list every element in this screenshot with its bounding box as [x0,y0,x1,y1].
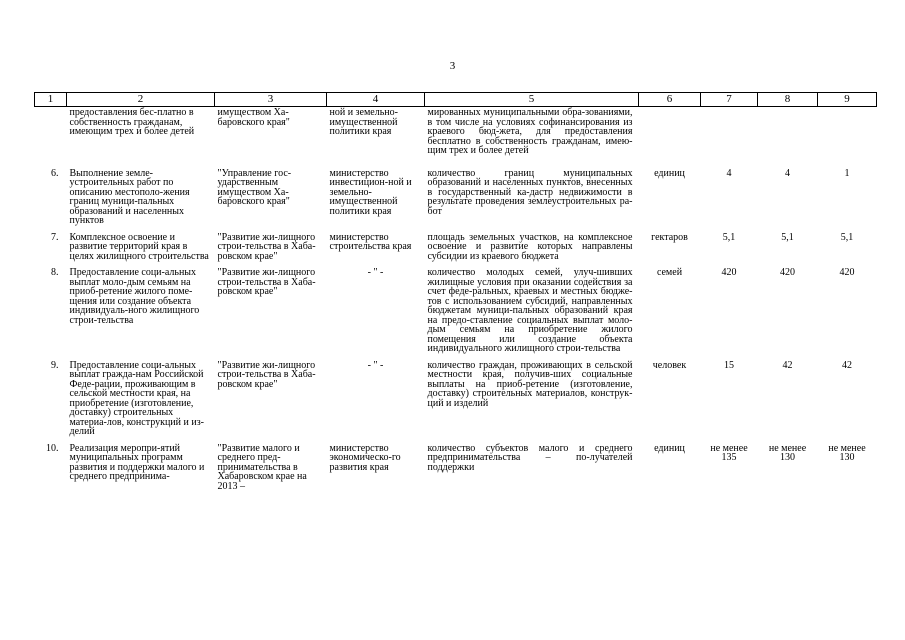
table-row [35,261,877,354]
ministry-cell: - " - [367,267,384,278]
ministry-cell: министерство экономическо-го развития края [329,442,401,473]
program-cell: "Развитие малого и среднего пред-принимательства в Хабаровском крае на 2013 – [217,442,307,492]
value-cell: 420 [780,267,795,278]
header-cell: 4 [327,93,425,107]
table-row [35,226,877,262]
task-cell: Комплексное освоение и развитие территорий края в целях жилищного строительства [69,231,209,262]
task-cell: Предоставление соци-альных выплат моло-дым семьям на приоб-ретение жилого поме-щения или создание объекта индивидуаль-ного жилищного строи-тельства [69,267,200,326]
table-row [35,162,877,226]
row-number: 8. [51,267,59,278]
task-cell: Выполнение земле-устроительных работ по описанию местополо-жения границ муници-пальных образований и населенных пунктов [69,167,190,226]
value-cell: 4 [726,167,732,179]
table-header-row [35,93,877,107]
row-number: 9. [51,359,59,371]
value-cell: не менее 130 [828,442,866,463]
header-cell: 2 [67,93,215,107]
value-cell: 42 [842,359,852,371]
ministry-cell: ной и земельно-имущественной политики края [329,107,398,137]
indicator-cell: количество молодых семей, улуч-шивших жилищные условия при оказании содействия за счет феде-ральных, краевых и местных бюдже-тов с использованием субсидий, направленных бюджетам муници-пальных образований края на предо-ставление социальных выплат моло-дым семьям на приобретение жилого помещения или создание объекта индивидуального жилищного строи-тельства [427,267,633,354]
unit-cell: гектаров [651,231,688,243]
program-cell: "Развитие жи-лищного строи-тельства в Хаба-ровском крае" [217,231,316,262]
header-cell: 9 [818,93,877,107]
value-cell: 42 [782,359,793,371]
header-cell: 8 [758,93,818,107]
program-cell: "Управление гос-ударственным имуществом Ха-баровского края" [217,167,292,207]
program-cell: "Развитие жи-лищного строи-тельства в Хаба-ровском крае" [217,359,316,390]
task-cell: Реализация меропри-ятий муниципальных программ развития и поддержки малого и среднего предпринима- [69,442,205,482]
program-cell: имуществом Ха-баровского края" [217,107,290,128]
indicator-cell: мированных муниципальными обра-зованиями, в том числе на условиях софинансирования из краевого бюд-жета, для предоставления бесплатно в собственность гражданам, имею-щим трех и более детей [427,107,633,156]
table-row-continuation [35,107,877,162]
header-cell: 3 [215,93,327,107]
unit-cell: единиц [654,442,685,454]
header-cell: 6 [639,93,701,107]
indicator-cell: площадь земельных участков, на комплексное освоение и развитие которых направлены субсидии из краевого бюджета [427,231,633,262]
value-cell: 420 [721,267,737,278]
value-cell: 4 [785,167,790,179]
task-cell: предоставления бес-платно в собственность гражданам, имеющим трех и более детей [69,107,195,137]
page-number: 3 [449,60,456,72]
indicator-cell: количество субъектов малого и среднего предпринимательства – по-лучателей поддержки [427,442,633,473]
value-cell: 1 [844,167,850,179]
indicators-table [34,92,876,491]
value-cell: 5,1 [722,231,736,243]
ministry-cell: министерство инвестицион-ной и земельно-имущественной политики края [329,167,412,217]
unit-cell: человек [652,359,687,371]
table-row [35,437,877,492]
header-cell: 1 [35,93,67,107]
unit-cell: семей [656,267,683,278]
value-cell: не менее 135 [710,442,748,463]
program-cell: "Развитие жи-лищного строи-тельства в Хаба-ровском крае" [217,267,316,297]
row-number: 6. [51,167,59,179]
value-cell: 15 [724,359,734,371]
header-cell: 5 [425,93,639,107]
indicator-cell: количество граждан, проживающих в сельской местности края, получив-ших социальные выплаты на приоб-ретение (изготовление, доставку) строительных материалов, конструк-ций и изделий [427,359,633,409]
row-number: 10. [46,442,59,454]
task-cell: Предоставление соци-альных выплат гражда-нам Российской Феде-рации, проживающим в сельской местности края, на приобретение (изготовление, доставку) строительных материа-лов, конструкций и из-делий [69,359,204,437]
unit-cell: единиц [654,167,685,179]
row-number: 7. [51,231,59,243]
value-cell: 5,1 [840,231,854,243]
indicator-cell: количество границ муниципальных образований и населенных пунктов, внесенных в государственный ка-дастр недвижимости в результате проведения землеустроительных ра-бот [427,167,633,217]
value-cell: не менее 130 [768,442,807,463]
table-row [35,354,877,437]
ministry-cell: - " - [367,359,384,371]
ministry-cell: министерство строительства края [329,231,412,252]
value-cell: 420 [839,267,855,278]
header-cell: 7 [701,93,758,107]
value-cell: 5,1 [781,231,794,243]
